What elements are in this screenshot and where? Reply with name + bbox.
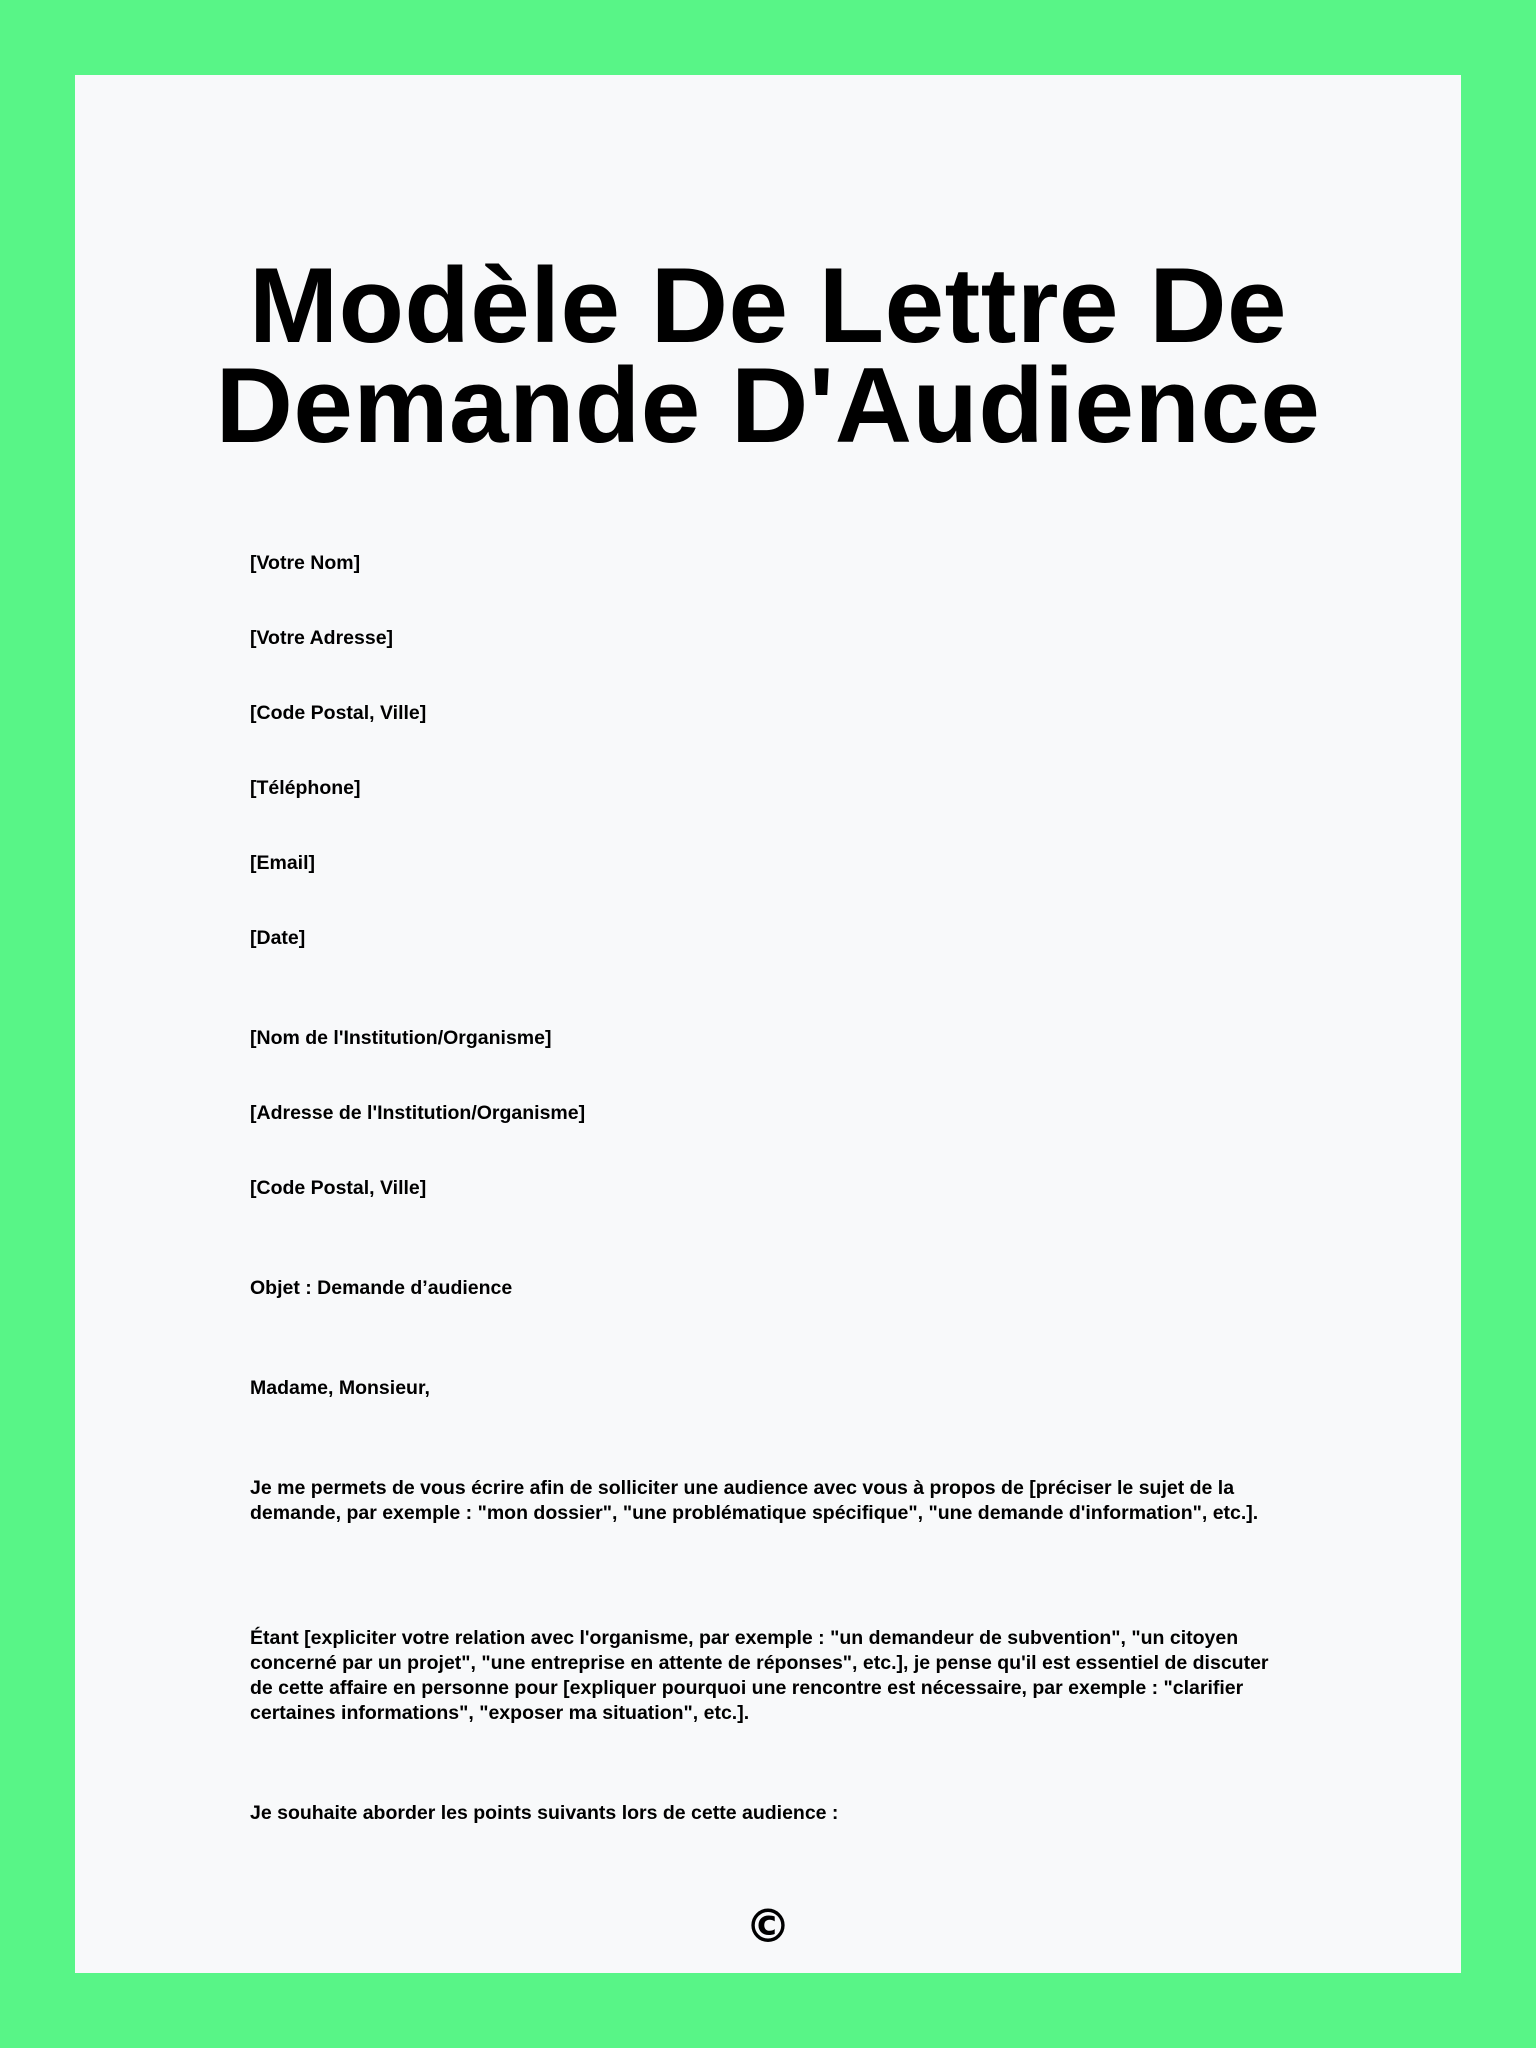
recipient-postal-city: [Code Postal, Ville] (250, 1177, 427, 1199)
title-line-1: Modèle De Lettre De (248, 245, 1288, 365)
sender-address: [Votre Adresse] (250, 627, 394, 649)
body-paragraph: Étant [expliciter votre relation avec l'organisme, par exemple : "un demandeur de subvention", "un citoyen concerné par un projet", "une entreprise en attente de réponses", etc.], je pense qu'il est essentiel de discuter de cette affaire en personne pour [expliquer pourquoi une rencontre est nécessaire, par exemple : "clarifier certaines informations", "exposer ma situation", etc.]. (250, 1627, 1269, 1724)
title-line-2: Demande D'Audience (215, 345, 1321, 465)
sender-phone: [Téléphone] (250, 777, 361, 799)
copyright-icon: © (745, 1899, 791, 1953)
body-paragraph: Je me permets de vous écrire afin de solliciter une audience avec vous à propos de [préciser le sujet de la demande, par exemple : "mon dossier", "une problématique spécifique", "une demande d'information", etc.]. (250, 1477, 1259, 1524)
body-paragraph: Je souhaite aborder les points suivants lors de cette audience : (250, 1802, 839, 1824)
sender-email: [Email] (250, 852, 316, 874)
recipient-address: [Adresse de l'Institution/Organisme] (250, 1102, 586, 1124)
letter-page (75, 75, 1461, 1973)
page-title (75, 245, 1461, 465)
salutation: Madame, Monsieur, (250, 1377, 430, 1399)
sender-name: [Votre Nom] (250, 552, 361, 574)
recipient-name: [Nom de l'Institution/Organisme] (250, 1027, 552, 1049)
letter-subject: Objet : Demande d’audience (250, 1277, 513, 1299)
letter-date: [Date] (250, 927, 306, 949)
sender-postal-city: [Code Postal, Ville] (250, 702, 427, 724)
